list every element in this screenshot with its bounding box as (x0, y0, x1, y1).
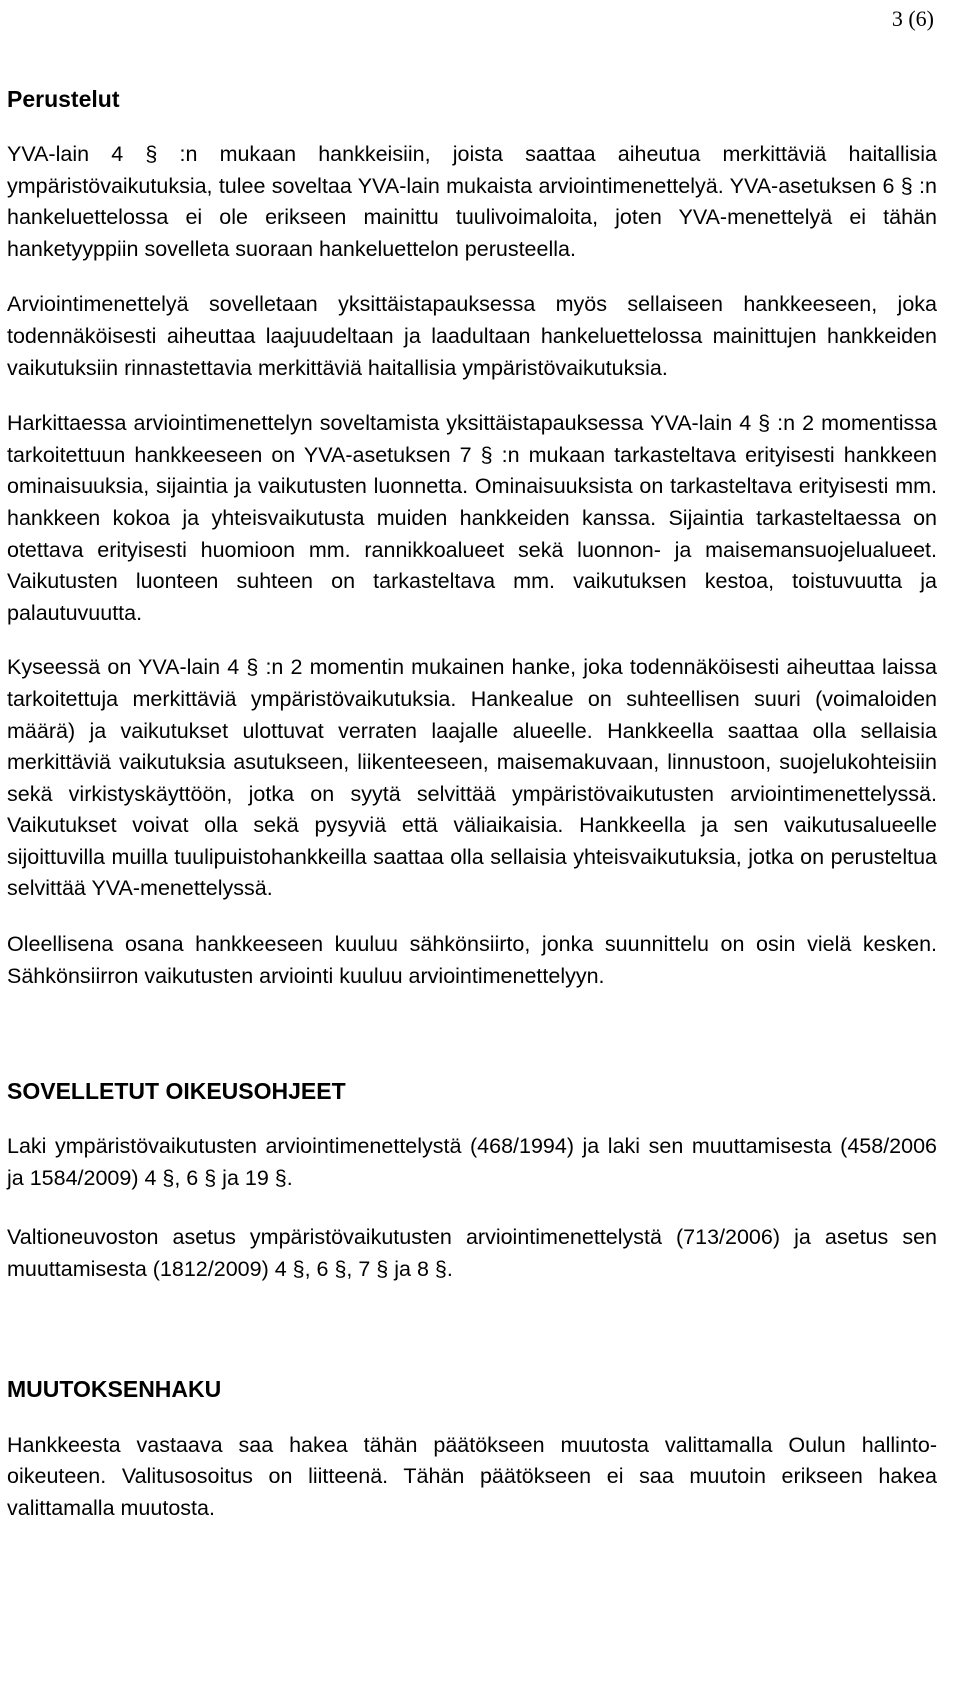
section-heading-sovelletut-oikeusohjeet: SOVELLETUT OIKEUSOHJEET (7, 1078, 346, 1105)
paragraph: Harkittaessa arviointimenettelyn soveltamista yksittäistapauksessa YVA-lain 4 § :n 2 momentissa tarkoitettuun hankkeeseen on YVA-asetuksen 7 § :n mukaan tarkasteltava erityisesti hankkeen ominaisuuksia, sijaintia ja vaikutusten luonnetta. Ominaisuuksista on tarkasteltava erityisesti mm. hankkeen kokoa ja yhteisvaikutusta muiden hankkeiden kanssa. Sijaintia tarkasteltaessa on otettava erityisesti huomioon mm. rannikkoalueet sekä luonnon- ja maisemansuojelualueet. Vaikutusten luonteen suhteen on tarkasteltava mm. vaikutuksen kestoa, toistuvuutta ja palautuvuutta. (7, 411, 937, 625)
paragraph: Kyseessä on YVA-lain 4 § :n 2 momentin mukainen hanke, joka todennäköisesti aiheuttaa laissa tarkoitettuja merkittäviä ympäristövaikutuksia. Hankealue on suhteellisen suuri (voimaloiden määrä) ja vaikutukset ulottuvat verraten laajalle alueelle. Hankkeella saattaa olla sellaisia merkittäviä vaikutuksia asutukseen, liikenteeseen, maisemakuvaan, linnustoon, suojelukohteisiin sekä virkistyskäyttöön, jotka on syytä selvittää ympäristövaikutusten arviointimenettelyssä. Vaikutukset voivat olla sekä pysyviä että väliaikaisia. Hankkeella ja sen vaikutusalueelle sijoittuvilla muilla tuulipuistohankkeilla saattaa olla sellaisia yhteisvaikutuksia, jotka on perusteltua selvittää YVA-menettelyssä. (7, 655, 937, 901)
paragraph: Oleellisena osana hankkeeseen kuuluu sähkönsiirto, jonka suunnittelu on osin vielä kesken. Sähkönsiirron vaikutusten arviointi kuuluu arviointimenettelyyn. (7, 932, 937, 988)
page-number: 3 (6) (891, 6, 934, 31)
paragraph: Laki ympäristövaikutusten arviointimenettelystä (468/1994) ja laki sen muuttamisesta (458/2006 ja 1584/2009) 4 §, 6 § ja 19 §. (7, 1134, 937, 1190)
section-heading-perustelut: Perustelut (7, 86, 120, 112)
paragraph: YVA-lain 4 § :n mukaan hankkeisiin, joista saattaa aiheutua merkittäviä haitallisia ympäristövaikutuksia, tulee soveltaa YVA-lain mukaista arviointimenettelyä. YVA-asetuksen 6 § :n hankeluettelossa ei ole erikseen mainittu tuulivoimaloita, joten YVA-menettelyä ei tähän hanketyyppiin sovelleta suoraan hankeluettelon perusteella. (7, 142, 937, 261)
document-body (7, 84, 937, 1524)
section-heading-muutoksenhaku: MUUTOKSENHAKU (7, 1375, 222, 1402)
paragraph: Valtioneuvoston asetus ympäristövaikutusten arviointimenettelystä (713/2006) ja asetus sen muuttamisesta (1812/2009) 4 §, 6 §, 7 § ja 8 §. (7, 1225, 937, 1282)
paragraph: Arviointimenettelyä sovelletaan yksittäistapauksessa myös sellaiseen hankkeeseen, joka todennäköisesti aiheuttaa laajuudeltaan ja laadultaan hankeluettelossa mainittujen hankkeiden vaikutuksiin rinnastettavia merkittäviä haitallisia ympäristövaikutuksia. (7, 292, 937, 380)
paragraph: Hankkeesta vastaava saa hakea tähän päätökseen muutosta valittamalla Oulun hallinto-oikeuteen. Valitusosoitus on liitteenä. Tähän päätökseen ei saa muutoin erikseen hakea valittamalla muutosta. (7, 1432, 937, 1520)
